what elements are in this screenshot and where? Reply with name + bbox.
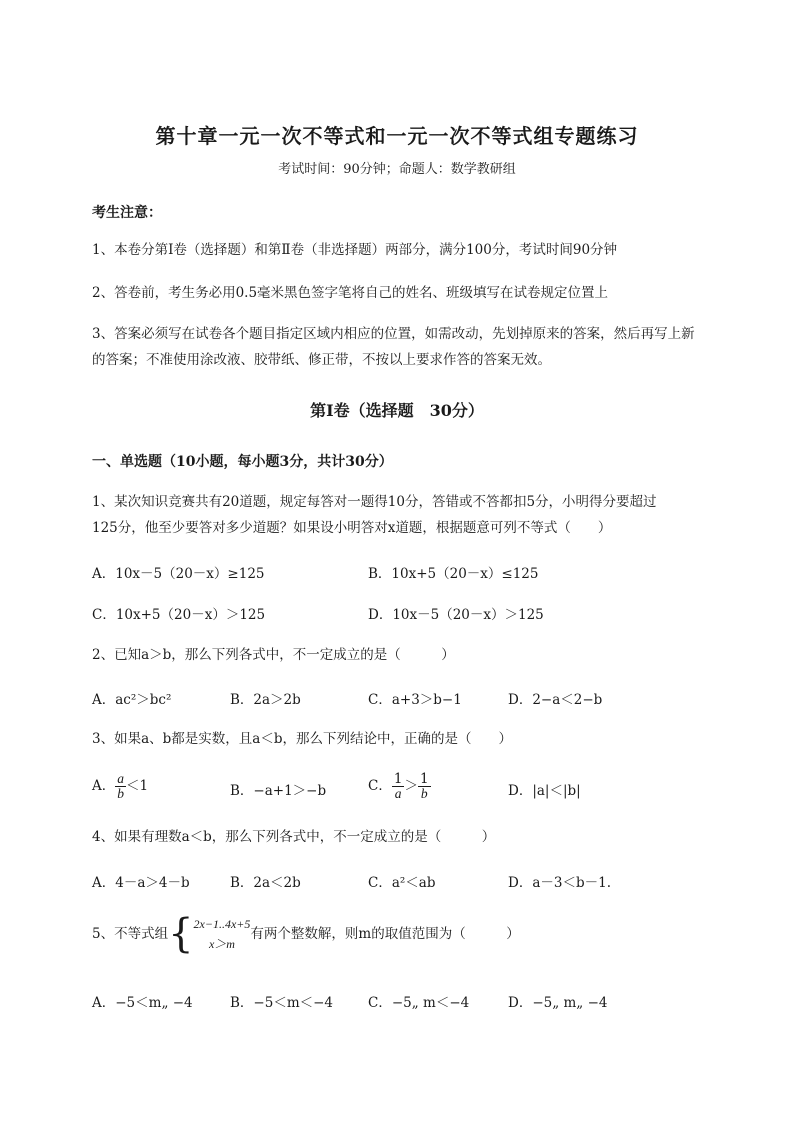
- section-title: 第I卷（选择题 30分）: [310, 401, 484, 420]
- q5-inequality-system: [168, 911, 251, 957]
- q3-option-a-label: A．: [92, 778, 116, 794]
- q3-option-c[interactable]: [368, 772, 431, 801]
- q3-option-c-operator: ＞: [404, 778, 418, 794]
- q5-option-a[interactable]: A．−5＜m„ −4: [92, 995, 193, 1011]
- page-title: 第十章一元一次不等式和一元一次不等式组专题练习: [155, 124, 639, 148]
- question-3-stem: 3、如果a、b都是实数，且a＜b，那么下列结论中，正确的是（ ）: [92, 731, 512, 747]
- q5-system-top: 2x−1..4x+5: [193, 917, 251, 931]
- q4-option-b[interactable]: B．2a＜2b: [230, 875, 301, 891]
- q2-option-a[interactable]: A．ac²＞bc²: [92, 692, 172, 708]
- question-4-stem: 4、如果有理数a＜b，那么下列各式中，不一定成立的是（ ）: [92, 829, 496, 845]
- q3-option-b[interactable]: B．−a+1＞−b: [230, 783, 327, 799]
- q2-option-b[interactable]: B．2a＞2b: [230, 692, 301, 708]
- q5-stem-suffix: 有两个整数解，则m的取值范围为（ ）: [250, 926, 520, 942]
- notice-heading: 考生注意：: [92, 205, 162, 221]
- q3-option-a-tail: ＜1: [126, 778, 149, 794]
- q5-option-d[interactable]: D．−5„ m„ −4: [508, 995, 608, 1011]
- q3-option-d[interactable]: D．|a|＜|b|: [508, 783, 581, 799]
- q5-stem-prefix: 5、不等式组: [92, 926, 169, 942]
- notice-item-1: 1、本卷分第I卷（选择题）和第Ⅱ卷（非选择题）两部分，满分100分，考试时间90分钟: [92, 242, 618, 258]
- q2-option-d[interactable]: D．2−a＜2−b: [508, 692, 603, 708]
- q1-option-d[interactable]: D．10x－5（20－x）＞125: [368, 607, 544, 623]
- q3-option-a-fraction: [115, 772, 126, 801]
- q1-option-c[interactable]: C．10x+5（20－x）＞125: [92, 607, 266, 623]
- q1-option-b[interactable]: B．10x+5（20－x）≤125: [368, 566, 539, 582]
- q5-left-brace: {: [168, 911, 194, 957]
- q5-system-bottom: x＞m: [208, 937, 235, 951]
- notice-item-3: 3、答案必须写在试卷各个题目指定区域内相应的位置，如需改动，先划掉原来的答案，然后再写上新: [92, 326, 695, 342]
- q1-option-a[interactable]: A．10x－5（20－x）≥125: [92, 566, 265, 582]
- question-5-stem: [92, 911, 520, 957]
- q4-option-d[interactable]: D．a－3＜b－1.: [508, 875, 611, 891]
- q4-option-a[interactable]: A．4－a＞4－b: [92, 875, 190, 891]
- q3-option-c-fraction-2: [418, 772, 431, 801]
- notice-item-2: 2、答卷前，考生务必用0.5毫米黑色签字笔将自己的姓名、班级填写在试卷规定位置上: [92, 285, 609, 301]
- q3-option-a[interactable]: [92, 772, 148, 801]
- question-1-line-2: 125分，他至少要答对多少道题？如果设小明答对x道题，根据题意可列不等式（ ）: [92, 520, 612, 536]
- q3-option-a-denominator: b: [117, 786, 124, 801]
- question-1-line-1: 1、某次知识竞赛共有20道题，规定每答对一题得10分，答错或不答都扣5分，小明得分要超过: [92, 494, 657, 510]
- q3-option-c-fraction-1: [392, 772, 405, 801]
- q3-option-c-label: C．: [368, 778, 392, 794]
- exam-info: 考试时间：90分钟；命题人：数学教研组: [278, 162, 516, 177]
- q4-option-c[interactable]: C．a²＜ab: [368, 875, 436, 891]
- q2-option-c[interactable]: C．a+3＞b−1: [368, 692, 462, 708]
- notice-item-3-cont: 的答案；不准使用涂改液、胶带纸、修正带，不按以上要求作答的答案无效。: [92, 352, 551, 368]
- q3-option-c-numerator-2: 1: [419, 771, 429, 787]
- part-title: 一、单选题（10小题，每小题3分，共计30分）: [92, 454, 393, 470]
- question-2-stem: 2、已知a＞b，那么下列各式中，不一定成立的是（ ）: [92, 647, 455, 663]
- q3-option-c-denominator-2: b: [420, 786, 428, 801]
- q5-option-b[interactable]: B．−5＜m＜−4: [230, 995, 334, 1011]
- q3-option-a-numerator: a: [117, 771, 124, 786]
- q5-system-lines: [194, 914, 251, 954]
- q5-option-c[interactable]: C．−5„ m＜−4: [368, 995, 470, 1011]
- q3-option-c-denominator-1: a: [394, 786, 402, 801]
- q3-option-c-numerator-1: 1: [393, 771, 403, 787]
